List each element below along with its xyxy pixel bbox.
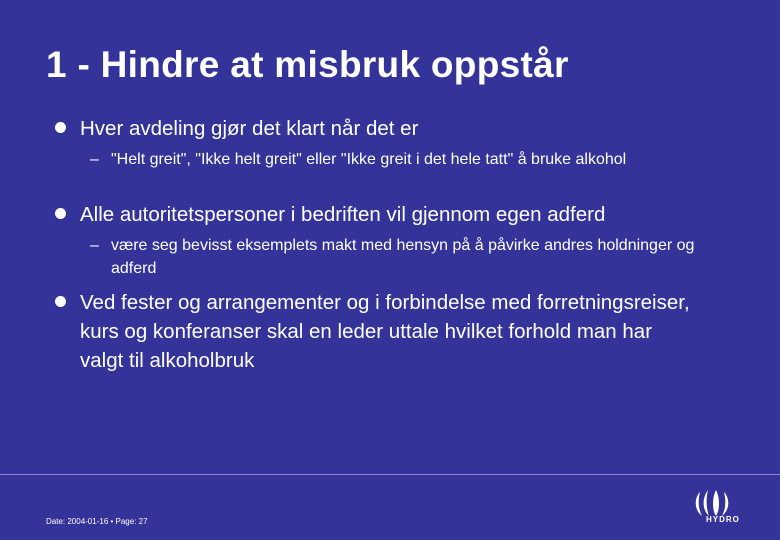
sub-bullet-text: være seg bevisst eksemplets makt med hensyn på å påvirke andres holdninger og adferd [111, 237, 695, 277]
bullet-dot-icon [55, 296, 66, 307]
dash-icon: – [90, 237, 99, 254]
sub-bullet-text: "Helt greit", "Ikke helt greit" eller "Ikke greit i det hele tatt" å bruke alkohol [111, 151, 627, 168]
bullet-text: Alle autoritetspersoner i bedriften vil gjennom egen adferd [80, 203, 606, 226]
bullet-item [80, 114, 720, 143]
bullet-text: Hver avdeling gjør det klart når det er [80, 117, 419, 140]
footer-divider [0, 474, 780, 475]
bullet-dot-icon [55, 208, 66, 219]
sub-bullet-item [90, 148, 731, 171]
logo-text: HYDRO [706, 515, 740, 524]
bullet-dot-icon [55, 122, 66, 133]
bullet-text: Ved fester og arrangementer og i forbindelse med forretningsreiser, kurs og konferanser skal en leder uttale hvilket forhold man har valgt til alkoholbruk [80, 291, 690, 372]
footer-date-page: Date: 2004-01-16 • Page: 27 [46, 517, 148, 526]
dash-icon: – [90, 151, 99, 168]
bullet-item [80, 288, 700, 375]
bullet-item [80, 200, 720, 229]
sub-bullet-item [90, 234, 731, 280]
slide-title: 1 - Hindre at misbruk oppstår [46, 44, 569, 85]
